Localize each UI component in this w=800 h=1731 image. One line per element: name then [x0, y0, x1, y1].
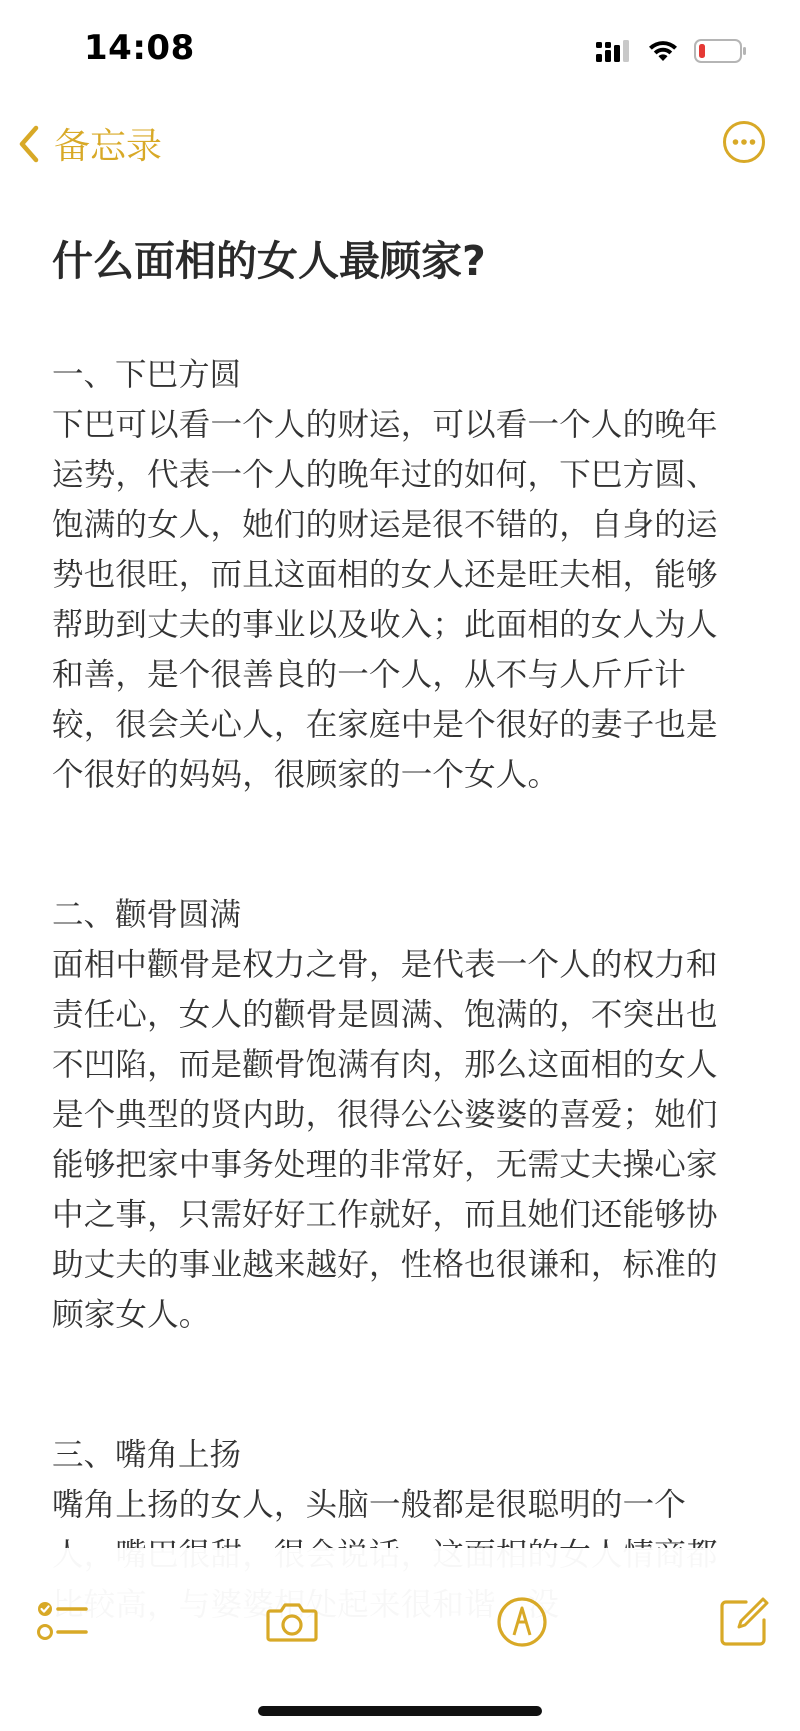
- home-indicator[interactable]: [258, 1706, 542, 1716]
- markup-icon[interactable]: [494, 1594, 550, 1650]
- section-body: 面相中颧骨是权力之骨，是代表一个人的权力和责任心，女人的颧骨是圆满、饱满的，不突出也不凹陷，而是颧骨饱满有肉，那么这面相的女人是个典型的贤内助，很得公公婆婆的喜爱；她们能够把家中事务处理的非常好，无需丈夫操心家中之事，只需好好工作就好，而且她们还能够协助丈夫的事业越来越好，性格也很谦和，标准的顾家女人。: [52, 947, 718, 1333]
- note-title: 什么面相的女人最顾家?: [52, 237, 486, 285]
- section-heading: 二、颧骨圆满: [52, 897, 242, 933]
- note-section: [52, 350, 732, 800]
- back-label: 备忘录: [54, 126, 163, 167]
- bottom-toolbar: [0, 1594, 800, 1650]
- section-heading: 三、嘴角上扬: [52, 1437, 242, 1473]
- compose-icon[interactable]: [716, 1594, 772, 1650]
- note-section: [52, 890, 732, 1340]
- camera-icon[interactable]: [264, 1594, 320, 1650]
- section-body: 下巴可以看一个人的财运，可以看一个人的晚年运势，代表一个人的晚年过的如何，下巴方圆、饱满的女人，她们的财运是很不错的，自身的运势也很旺，而且这面相的女人还是旺夫相，能够帮助到丈夫的事业以及收入；此面相的女人为人和善，是个很善良的一个人，从不与人斤斤计较，很会关心人，在家庭中是个很好的妻子也是个很好的妈妈，很顾家的一个女人。: [52, 407, 718, 793]
- section-heading: 一、下巴方圆: [52, 357, 242, 393]
- note-content[interactable]: [52, 232, 732, 1630]
- checklist-icon[interactable]: [34, 1594, 90, 1650]
- status-time: 14:08: [84, 28, 195, 68]
- section-body: 嘴角上扬的女人，头脑一般都是很聪明的一个: [52, 1487, 687, 1523]
